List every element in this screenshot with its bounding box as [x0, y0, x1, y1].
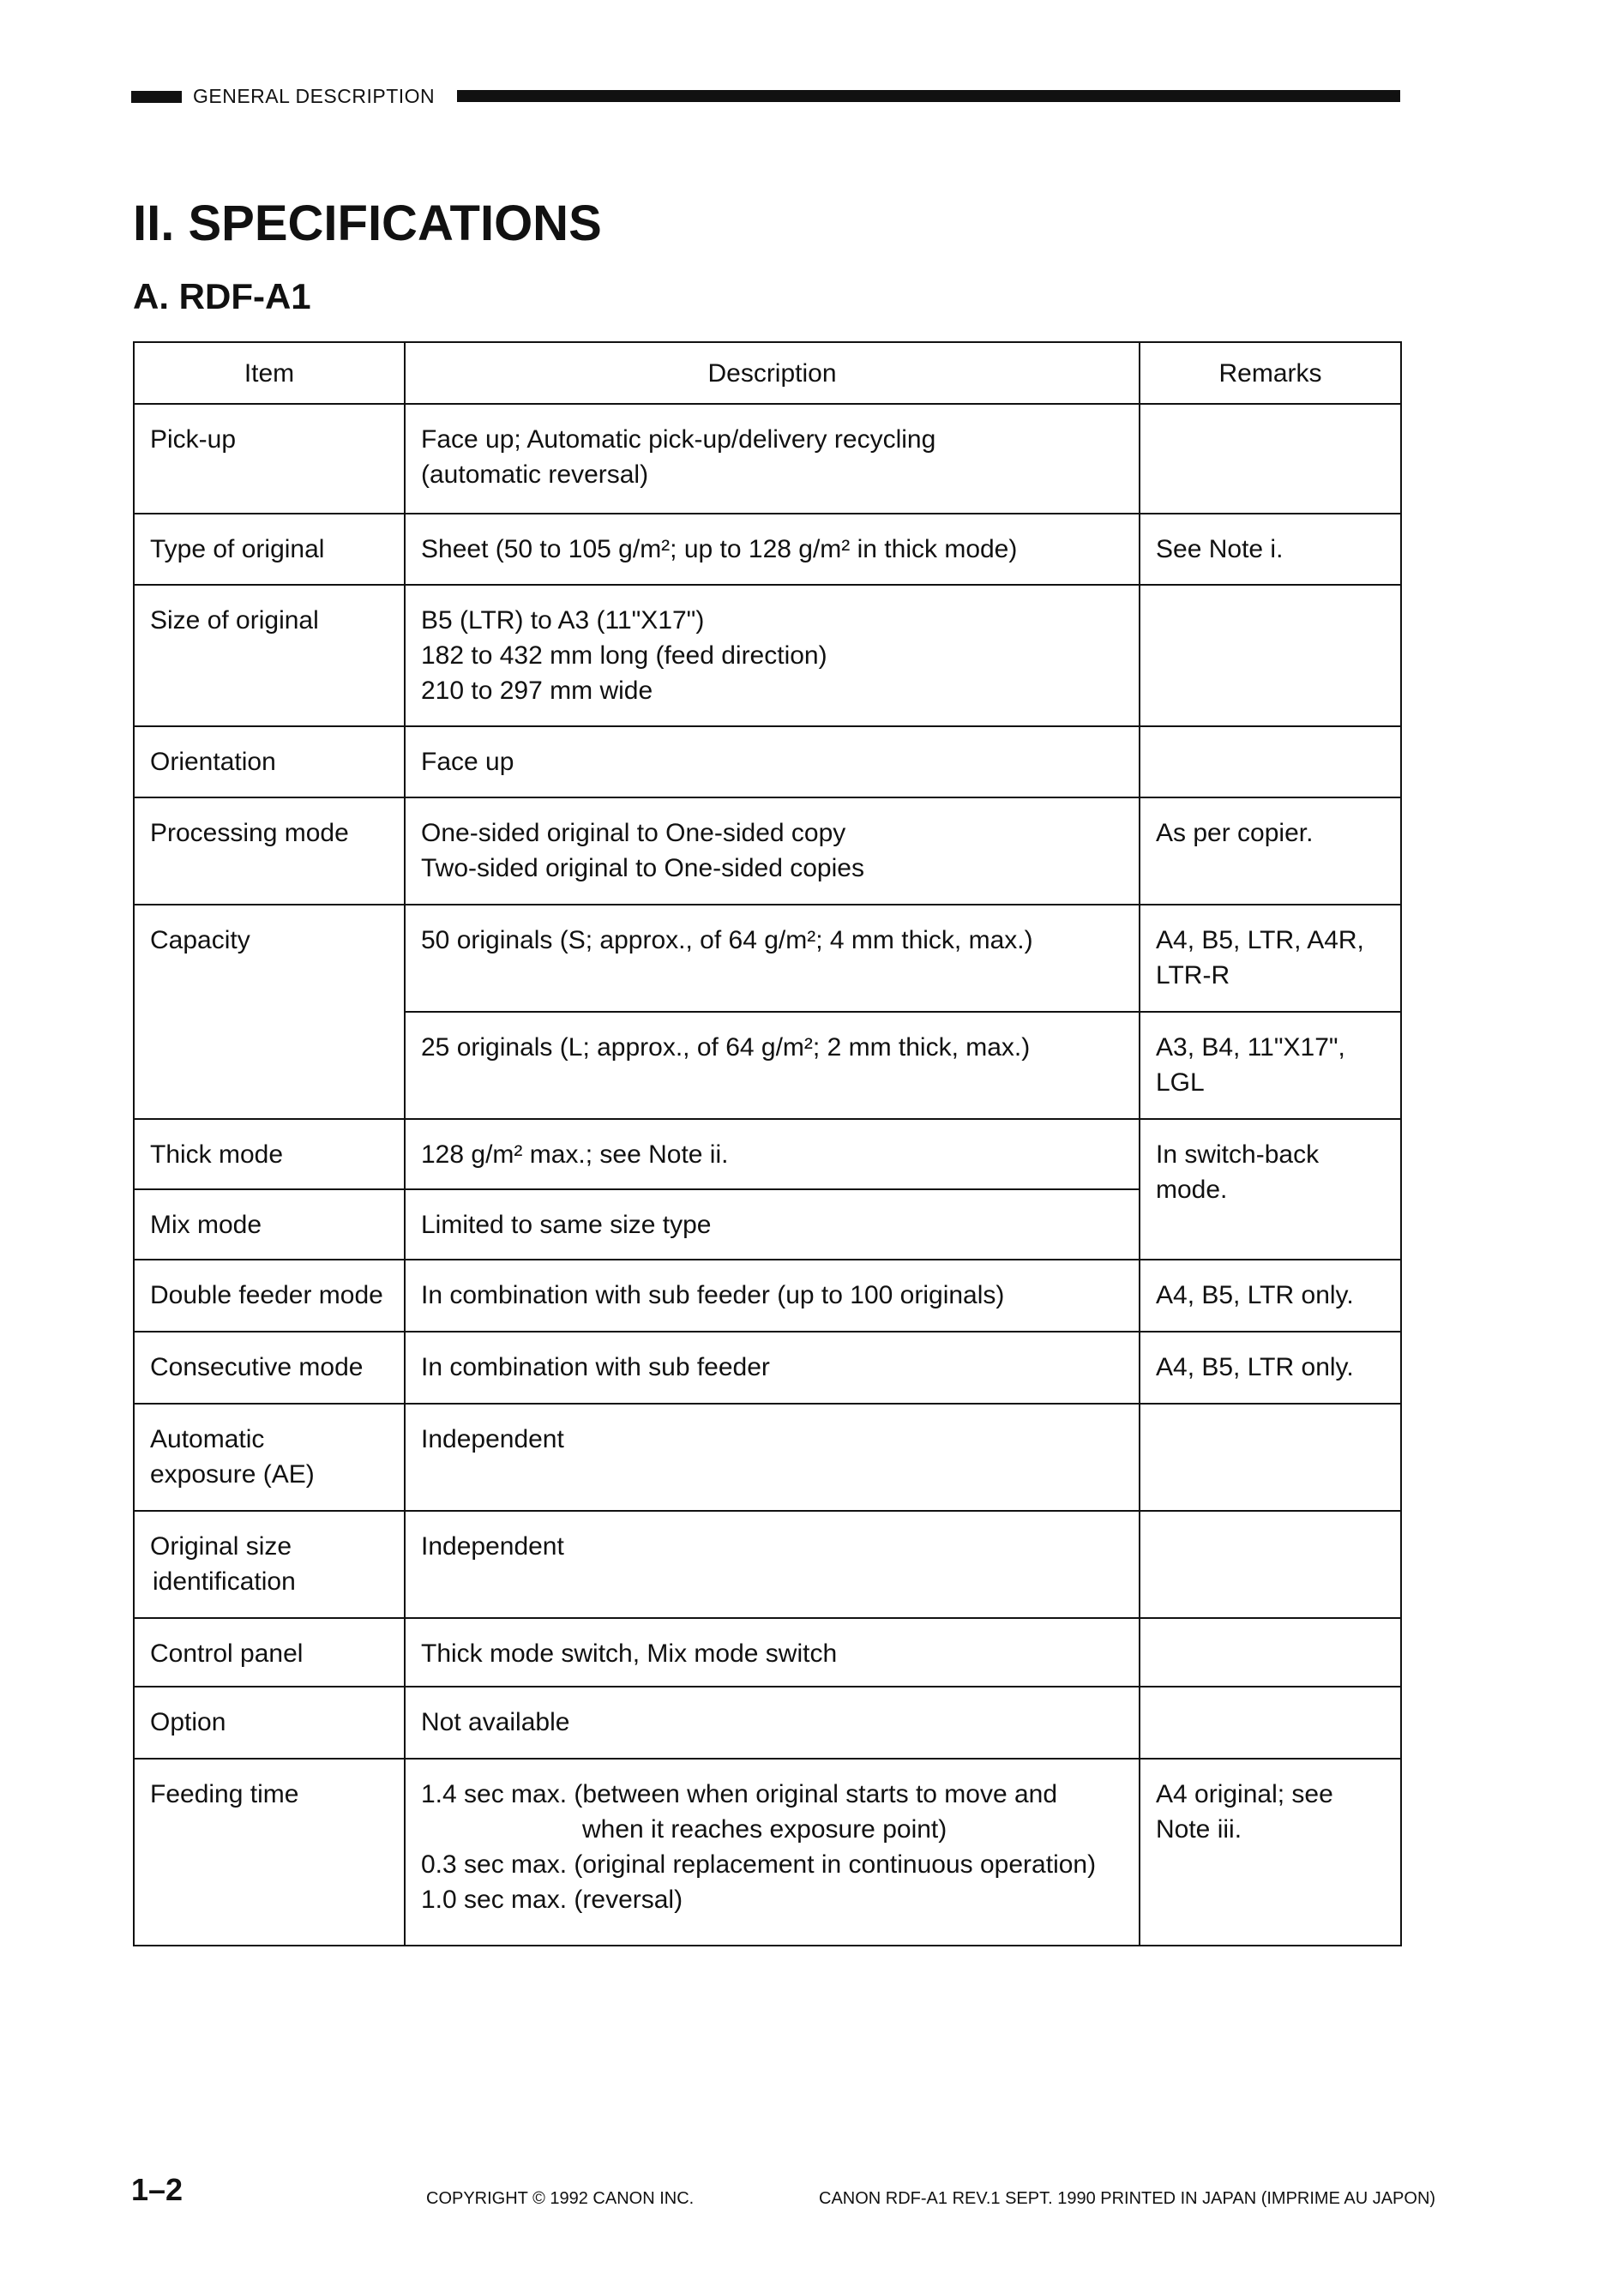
- item-line: Original size: [150, 1532, 292, 1561]
- remarks-cell: A4 original; see Note iii.: [1140, 1759, 1401, 1946]
- table-row: [134, 1119, 1401, 1189]
- table-row: [134, 1511, 1401, 1618]
- description-cell: [405, 404, 1140, 514]
- column-header-description: Description: [405, 342, 1140, 404]
- description-line: Independent: [421, 1425, 564, 1453]
- item-cell: Feeding time: [134, 1759, 405, 1946]
- item-line: identification: [153, 1567, 296, 1596]
- remarks-cell: In switch-back mode.: [1140, 1119, 1401, 1260]
- description-line: One-sided original to One-sided copy: [421, 819, 846, 847]
- description-cell: [405, 1618, 1140, 1687]
- description-line: Thick mode switch, Mix mode switch: [421, 1639, 838, 1668]
- remarks-cell: A4, B5, LTR only.: [1140, 1260, 1401, 1332]
- table-row: [134, 1687, 1401, 1759]
- table-row: [134, 514, 1401, 585]
- page-number: 1–2: [131, 2172, 183, 2207]
- description-cell: [405, 1332, 1140, 1404]
- description-line: Face up: [421, 748, 514, 776]
- table-row: [134, 404, 1401, 514]
- description-line: Independent: [421, 1532, 564, 1561]
- remarks-cell: [1140, 585, 1401, 726]
- description-line: 182 to 432 mm long (feed direction): [421, 641, 827, 670]
- description-line: 1.4 sec max. (between when original starts to move and: [421, 1780, 1058, 1808]
- description-line: In combination with sub feeder: [421, 1353, 770, 1381]
- description-cell: [405, 1404, 1140, 1511]
- description-line: 25 originals (L; approx., of 64 g/m²; 2 mm thick, max.): [421, 1033, 1031, 1062]
- description-line: 128 g/m² max.; see Note ii.: [421, 1140, 729, 1169]
- description-cell: [405, 726, 1140, 797]
- description-line: Two-sided original to One-sided copies: [421, 854, 864, 882]
- table-row: [134, 797, 1401, 905]
- table-row: [134, 726, 1401, 797]
- table-header-row: [134, 342, 1401, 404]
- item-line: Automatic: [150, 1425, 265, 1453]
- description-line: B5 (LTR) to A3 (11"X17"): [421, 606, 705, 635]
- remarks-cell: A3, B4, 11"X17", LGL: [1140, 1012, 1401, 1119]
- description-cell: [405, 585, 1140, 726]
- remarks-cell: See Note i.: [1140, 514, 1401, 585]
- description-line: Limited to same size type: [421, 1211, 712, 1239]
- item-cell: Option: [134, 1687, 405, 1759]
- item-cell: Consecutive mode: [134, 1332, 405, 1404]
- table-row: [134, 1618, 1401, 1687]
- item-cell: Control panel: [134, 1618, 405, 1687]
- remarks-cell: A4, B5, LTR only.: [1140, 1332, 1401, 1404]
- item-cell: Thick mode: [134, 1119, 405, 1189]
- column-header-remarks: Remarks: [1140, 342, 1401, 404]
- header-rule-right: [457, 90, 1400, 102]
- remarks-cell: [1140, 1618, 1401, 1687]
- item-cell: Orientation: [134, 726, 405, 797]
- header-section-label: GENERAL DESCRIPTION: [193, 85, 436, 107]
- description-line: 1.0 sec max. (reversal): [421, 1886, 683, 1914]
- item-cell: Size of original: [134, 585, 405, 726]
- table-row: [134, 1332, 1401, 1404]
- item-cell: Pick-up: [134, 404, 405, 514]
- item-cell: Processing mode: [134, 797, 405, 905]
- print-info: CANON RDF-A1 REV.1 SEPT. 1990 PRINTED IN JAPAN (IMPRIME AU JAPON): [819, 2189, 1436, 2208]
- item-cell: Type of original: [134, 514, 405, 585]
- description-cell: [405, 1687, 1140, 1759]
- page-title: II. SPECIFICATIONS: [133, 196, 602, 251]
- table-row: [134, 905, 1401, 1012]
- description-cell: [405, 1119, 1140, 1189]
- description-cell: [405, 1012, 1140, 1119]
- description-cell: [405, 797, 1140, 905]
- description-line: Not available: [421, 1708, 570, 1736]
- description-cell: [405, 514, 1140, 585]
- remarks-cell: [1140, 1404, 1401, 1511]
- remarks-cell: [1140, 404, 1401, 514]
- specifications-table: [133, 341, 1402, 1946]
- item-cell: [134, 1511, 405, 1618]
- description-line: (automatic reversal): [421, 460, 649, 489]
- description-line: Sheet (50 to 105 g/m²; up to 128 g/m² in thick mode): [421, 535, 1018, 563]
- description-line: Face up; Automatic pick-up/delivery recycling: [421, 425, 936, 454]
- description-line: when it reaches exposure point): [582, 1815, 947, 1844]
- remarks-cell: A4, B5, LTR, A4R, LTR-R: [1140, 905, 1401, 1012]
- header-rule-left: [131, 91, 182, 103]
- table-row: [134, 1759, 1401, 1946]
- description-cell: [405, 1759, 1140, 1946]
- table-row: [134, 585, 1401, 726]
- description-line: 50 originals (S; approx., of 64 g/m²; 4 mm thick, max.): [421, 926, 1033, 954]
- description-line: In combination with sub feeder (up to 100 originals): [421, 1281, 1005, 1309]
- item-cell: Mix mode: [134, 1189, 405, 1260]
- column-header-item: Item: [134, 342, 405, 404]
- remarks-cell: [1140, 726, 1401, 797]
- remarks-cell: [1140, 1687, 1401, 1759]
- item-cell: [134, 1404, 405, 1511]
- description-cell: [405, 1189, 1140, 1260]
- section-subtitle: A. RDF-A1: [133, 276, 311, 316]
- description-line: 0.3 sec max. (original replacement in continuous operation): [421, 1850, 1097, 1879]
- description-line: 210 to 297 mm wide: [421, 677, 653, 705]
- description-cell: [405, 1511, 1140, 1618]
- remarks-cell: As per copier.: [1140, 797, 1401, 905]
- item-line: exposure (AE): [150, 1460, 315, 1489]
- copyright-notice: COPYRIGHT © 1992 CANON INC.: [426, 2189, 695, 2208]
- table-row: [134, 1260, 1401, 1332]
- item-cell: Double feeder mode: [134, 1260, 405, 1332]
- description-cell: [405, 905, 1140, 1012]
- description-cell: [405, 1260, 1140, 1332]
- running-header: [131, 84, 1400, 108]
- remarks-cell: [1140, 1511, 1401, 1618]
- item-cell: Capacity: [134, 905, 405, 1119]
- table-row: [134, 1404, 1401, 1511]
